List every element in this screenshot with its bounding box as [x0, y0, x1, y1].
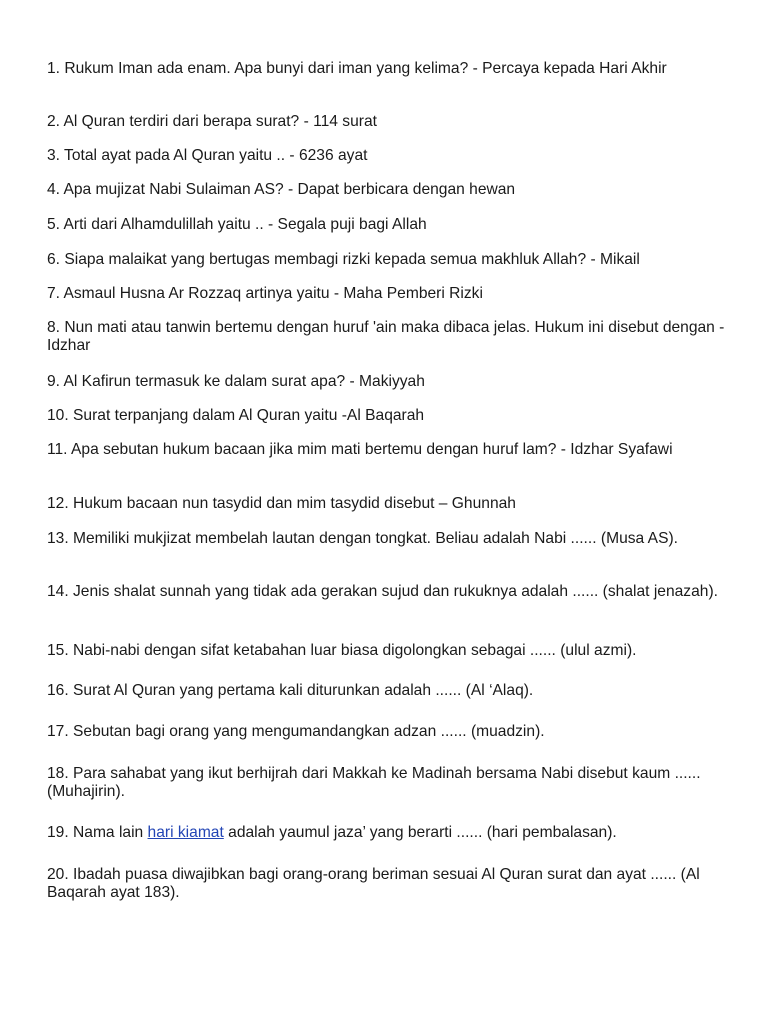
list-item — [47, 251, 640, 269]
item-text: 12. Hukum bacaan nun tasydid dan mim tasydid disebut – Ghunnah — [47, 495, 516, 512]
item-text-after: adalah yaumul jaza’ yang berarti ...... (hari pembalasan). — [223, 824, 617, 841]
item-text: 14. Jenis shalat sunnah yang tidak ada gerakan sujud dan rukuknya adalah ...... (shalat jenazah). — [47, 583, 718, 600]
item-text: 1. Rukum Iman ada enam. Apa bunyi dari iman yang kelima? - Percaya kepada Hari Akhir — [47, 60, 667, 77]
item-text: 20. Ibadah puasa diwajibkan bagi orang-orang beriman sesuai Al Quran surat dan ayat ...... (Al Baqarah ayat 183). — [47, 866, 700, 901]
list-item — [47, 824, 617, 842]
item-text-before: 19. Nama lain — [47, 824, 148, 841]
list-item — [47, 642, 636, 660]
list-item — [47, 319, 727, 355]
item-text: 17. Sebutan bagi orang yang mengumandangkan adzan ...... (muadzin). — [47, 723, 545, 740]
list-item — [47, 495, 516, 513]
item-text: 16. Surat Al Quran yang pertama kali diturunkan adalah ...... (Al ‘Alaq). — [47, 682, 534, 699]
list-item — [47, 530, 678, 548]
list-item — [47, 60, 667, 78]
item-text: 5. Arti dari Alhamdulillah yaitu .. - Segala puji bagi Allah — [47, 216, 427, 233]
item-text: 7. Asmaul Husna Ar Rozzaq artinya yaitu - Maha Pemberi Rizki — [47, 285, 483, 302]
item-text: 15. Nabi-nabi dengan sifat ketabahan luar biasa digolongkan sebagai ...... (ulul azmi). — [47, 642, 637, 659]
item-text: 13. Memiliki mukjizat membelah lautan dengan tongkat. Beliau adalah Nabi ...... (Musa AS). — [47, 530, 679, 547]
list-item — [47, 113, 377, 131]
item-text: 6. Siapa malaikat yang bertugas membagi rizki kepada semua makhluk Allah? - Mikail — [47, 251, 640, 268]
list-item — [47, 723, 545, 741]
item-text: 8. Nun mati atau tanwin bertemu dengan huruf 'ain maka dibaca jelas. Hukum ini disebut dengan - Idzhar — [47, 319, 725, 354]
list-item — [47, 407, 424, 425]
item-text: 3. Total ayat pada Al Quran yaitu .. - 6236 ayat — [47, 147, 368, 164]
item-text: 2. Al Quran terdiri dari berapa surat? - 114 surat — [47, 113, 377, 130]
list-item — [47, 583, 718, 601]
list-item — [47, 216, 427, 234]
list-item — [47, 181, 515, 199]
item-text: 4. Apa mujizat Nabi Sulaiman AS? - Dapat berbicara dengan hewan — [47, 181, 516, 198]
item-text: 11. Apa sebutan hukum bacaan jika mim mati bertemu dengan huruf lam? - Idzhar Syafawi — [47, 441, 673, 458]
list-item — [47, 285, 483, 303]
item-text: 18. Para sahabat yang ikut berhijrah dari Makkah ke Madinah bersama Nabi disebut kaum ...... (Muhajirin). — [47, 765, 701, 800]
list-item — [47, 147, 367, 165]
list-item — [47, 373, 425, 391]
item-text: 9. Al Kafirun termasuk ke dalam surat apa? - Makiyyah — [47, 373, 425, 390]
list-item — [47, 765, 727, 801]
list-item — [47, 441, 673, 459]
list-item — [47, 682, 533, 700]
list-item — [47, 866, 727, 902]
hari-kiamat-link[interactable]: hari kiamat — [147, 824, 224, 841]
item-text: 10. Surat terpanjang dalam Al Quran yaitu -Al Baqarah — [47, 407, 425, 424]
